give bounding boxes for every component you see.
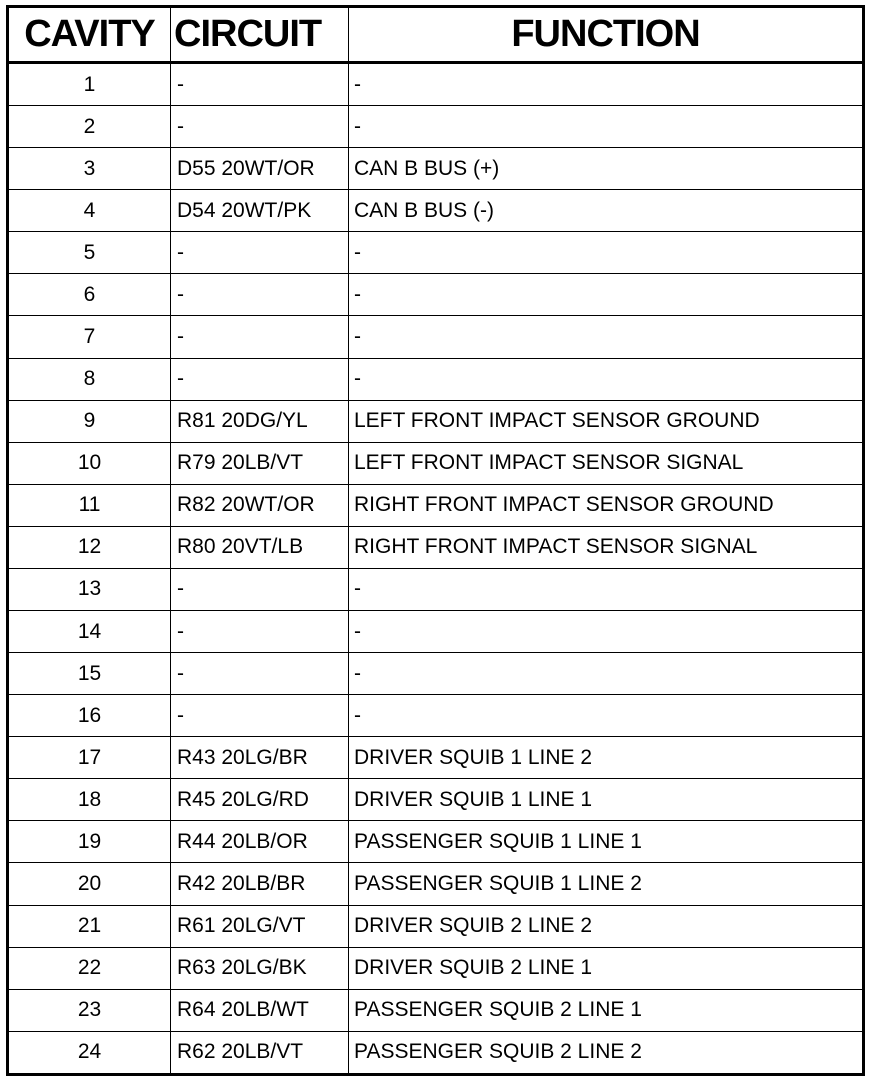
cell-cavity: 18 xyxy=(8,779,171,821)
cell-cavity: 4 xyxy=(8,190,171,232)
cell-function: PASSENGER SQUIB 1 LINE 1 xyxy=(349,821,864,863)
cell-cavity: 15 xyxy=(8,653,171,695)
cell-circuit: R79 20LB/VT xyxy=(171,442,349,484)
header-circuit: CIRCUIT xyxy=(171,7,349,63)
cell-function: - xyxy=(349,611,864,653)
cell-circuit: - xyxy=(171,695,349,737)
cell-circuit: - xyxy=(171,232,349,274)
cell-cavity: 13 xyxy=(8,568,171,610)
table-row xyxy=(8,863,864,905)
cell-cavity: 16 xyxy=(8,695,171,737)
cell-function: PASSENGER SQUIB 2 LINE 2 xyxy=(354,1040,642,1064)
connector-pinout-table xyxy=(6,5,865,1076)
table-header xyxy=(8,7,864,63)
cell-function: RIGHT FRONT IMPACT SENSOR GROUND xyxy=(349,484,864,526)
table-row xyxy=(8,442,864,484)
cell-function: - xyxy=(349,653,864,695)
cell-circuit: D54 20WT/PK xyxy=(171,190,349,232)
cell-circuit: D55 20WT/OR xyxy=(171,148,349,190)
cell-cavity: 2 xyxy=(8,106,171,148)
cell-cavity: 19 xyxy=(8,821,171,863)
cell-function: LEFT FRONT IMPACT SENSOR GROUND xyxy=(349,400,864,442)
cell-function: - xyxy=(349,106,864,148)
cell-function: DRIVER SQUIB 1 LINE 2 xyxy=(349,737,864,779)
table-row xyxy=(8,358,864,400)
cell-function: - xyxy=(349,568,864,610)
table-row xyxy=(8,232,864,274)
cell-function: - xyxy=(349,232,864,274)
cell-cavity: 7 xyxy=(8,316,171,358)
cell-circuit: R61 20LG/VT xyxy=(171,905,349,947)
table-row xyxy=(8,779,864,821)
header-function: FUNCTION xyxy=(349,7,864,63)
cell-function: PASSENGER SQUIB 1 LINE 2 xyxy=(349,863,864,905)
cell-function: PASSENGER SQUIB 2 LINE 1 xyxy=(349,989,864,1031)
cell-cavity: 12 xyxy=(8,526,171,568)
cell-cavity: 20 xyxy=(8,863,171,905)
cell-function: - xyxy=(349,358,864,400)
table-row xyxy=(8,106,864,148)
table-row xyxy=(8,611,864,653)
cell-cavity: 14 xyxy=(8,611,171,653)
cell-function: DRIVER SQUIB 2 LINE 1 xyxy=(349,947,864,989)
cell-cavity: 1 xyxy=(8,63,171,106)
cell-circuit: - xyxy=(171,316,349,358)
cell-cavity: 9 xyxy=(8,400,171,442)
cell-circuit: R43 20LG/BR xyxy=(171,737,349,779)
table-row xyxy=(8,1031,864,1074)
table-row xyxy=(8,148,864,190)
cell-cavity: 3 xyxy=(8,148,171,190)
cell-circuit: R82 20WT/OR xyxy=(171,484,349,526)
table-row xyxy=(8,316,864,358)
table-row xyxy=(8,63,864,106)
cell-function: - xyxy=(349,695,864,737)
table-row xyxy=(8,526,864,568)
table-body xyxy=(8,63,864,1075)
cell-circuit: - xyxy=(171,63,349,106)
table-row xyxy=(8,190,864,232)
cell-circuit: - xyxy=(171,274,349,316)
cell-circuit: R62 20LB/VT xyxy=(171,1031,349,1074)
table-row xyxy=(8,989,864,1031)
header-row xyxy=(8,7,864,63)
cell-cavity: 10 xyxy=(8,442,171,484)
cell-function: DRIVER SQUIB 2 LINE 2 xyxy=(349,905,864,947)
cell-function: - xyxy=(349,274,864,316)
cell-cavity: 8 xyxy=(8,358,171,400)
table-row xyxy=(8,484,864,526)
cell-circuit: R63 20LG/BK xyxy=(171,947,349,989)
cell-circuit: R44 20LB/OR xyxy=(171,821,349,863)
cell-function: RIGHT FRONT IMPACT SENSOR SIGNAL xyxy=(349,526,864,568)
cell-cavity: 11 xyxy=(8,484,171,526)
cell-circuit: R80 20VT/LB xyxy=(171,526,349,568)
cell-cavity: 17 xyxy=(8,737,171,779)
cell-circuit: - xyxy=(171,358,349,400)
table-row xyxy=(8,653,864,695)
header-cavity: CAVITY xyxy=(8,7,171,63)
cell-function: LEFT FRONT IMPACT SENSOR SIGNAL xyxy=(349,442,864,484)
table-row xyxy=(8,905,864,947)
cell-circuit: R64 20LB/WT xyxy=(171,989,349,1031)
cell-circuit: R81 20DG/YL xyxy=(171,400,349,442)
cell-circuit: R42 20LB/BR xyxy=(171,863,349,905)
cell-circuit: - xyxy=(171,653,349,695)
table-row xyxy=(8,695,864,737)
cell-circuit: R45 20LG/RD xyxy=(171,779,349,821)
cell-function: DRIVER SQUIB 1 LINE 1 xyxy=(349,779,864,821)
table-row xyxy=(8,737,864,779)
table-row xyxy=(8,400,864,442)
cell-circuit: - xyxy=(171,568,349,610)
table-row xyxy=(8,821,864,863)
cell-cavity: 21 xyxy=(8,905,171,947)
cell-function: - xyxy=(349,63,864,106)
cell-circuit: - xyxy=(171,611,349,653)
cell-cavity: 24 xyxy=(8,1031,171,1074)
cell-cavity: 23 xyxy=(8,989,171,1031)
cell-cavity: 22 xyxy=(8,947,171,989)
cell-function: CAN B BUS (-) xyxy=(349,190,864,232)
cell-cavity: 6 xyxy=(8,274,171,316)
table-row xyxy=(8,947,864,989)
cell-function: - xyxy=(349,316,864,358)
cell-cavity: 5 xyxy=(8,232,171,274)
table-row xyxy=(8,274,864,316)
table-row xyxy=(8,568,864,610)
cell-circuit: - xyxy=(171,106,349,148)
cell-function: CAN B BUS (+) xyxy=(349,148,864,190)
